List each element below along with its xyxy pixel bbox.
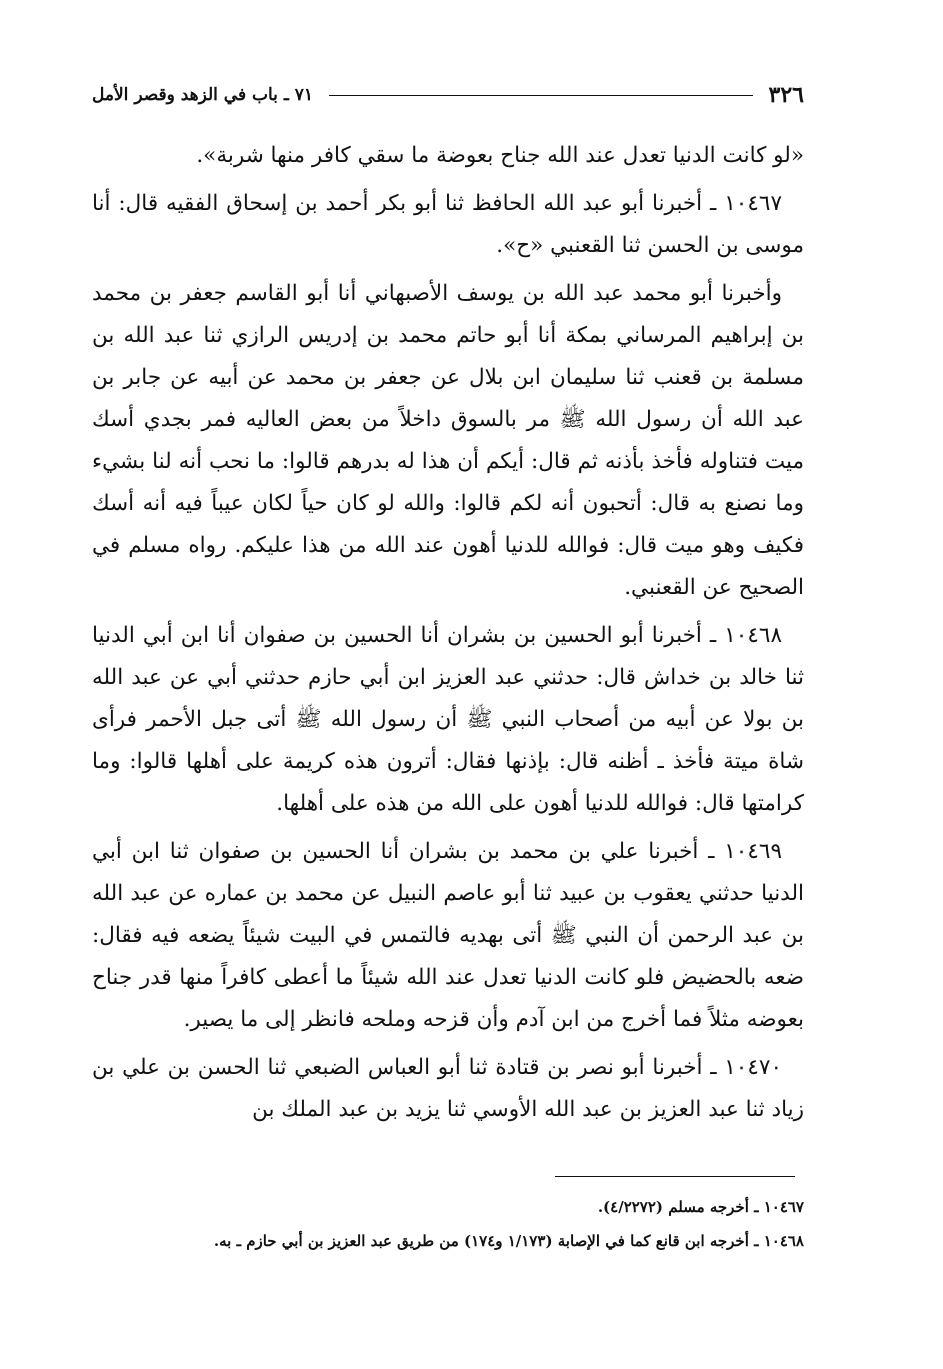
footnote-10467: ١٠٤٦٧ ـ أخرجه مسلم (٤/٢٢٧٢). bbox=[597, 1198, 804, 1216]
hadith-10468: ١٠٤٦٨ ـ أخبرنا أبو الحسين بن بشران أنا الحسين بن صفوان أنا ابن أبي الدنيا ثنا خالد بن خداش قال: حدثني عبد العزيز ابن أبي حازم حدثني أبي عن عبد الله بن بولا عن أبيه من أصحاب النبي ﷺ أن رسول الله ﷺ أتى جبل الأحمر فرأى شاة ميتة فأخذ ـ أظنه قال: بإذنها فقال: أترون هذه كريمة على أهلها قالوا: وما كرامتها قال: فوالله للدنيا أهون على الله من هذه على أهلها. bbox=[92, 623, 804, 816]
header-rule bbox=[329, 95, 753, 96]
hadith-10470: ١٠٤٧٠ ـ أخبرنا أبو نصر بن قتادة ثنا أبو العباس الضبعي ثنا الحسن بن علي بن زياد ثنا عبد العزيز بن عبد الله الأوسي ثنا يزيد بن عبد الملك بن bbox=[92, 1055, 804, 1122]
hadith-10469: ١٠٤٦٩ ـ أخبرنا علي بن محمد بن بشران أنا الحسين بن صفوان ثنا ابن أبي الدنيا حدثني يعقوب بن عبيد ثنا أبو عاصم النبيل عن محمد بن عماره عن عبد الله بن عبد الرحمن أن النبي ﷺ أتى بهديه فالتمس في البيت شيئاً يضعه فيه فقال: ضعه بالحضيض فلو كانت الدنيا تعدل عند الله شيئاً ما أعطى كافراً منها قدر جناح بعوضه مثلاً فما أخرج من ابن آدم وأن قزحه وملحه فانظر إلى ما يصير. bbox=[92, 839, 804, 1032]
page-number: ٣٢٦ bbox=[768, 82, 804, 108]
hadith-10467-second-chain: وأخبرنا أبو محمد عبد الله بن يوسف الأصبهاني أنا أبو القاسم جعفر بن محمد بن إبراهيم المرساني بمكة أنا أبو حاتم محمد بن إدريس الرازي ثنا عبد الله بن مسلمة بن قعنب ثنا سليمان ابن بلال عن جعفر بن محمد عن أبيه عن جابر بن عبد الله أن رسول الله ﷺ مر بالسوق داخلاً من بعض العاليه فمر بجدي أسك ميت فتناوله فأخذ بأذنه ثم قال: أيكم أن هذا له بدرهم قالوا: ما نحب أنه لنا بشيء وما نصنع به قال: أتحبون أنه لكم قالوا: والله لو كان حياً لكان عيباً فيه أنه أسك فكيف وهو ميت قال: فوالله للدنيا أهون عند الله من هذا عليكم. رواه مسلم في الصحيح عن القعنبي. bbox=[92, 281, 804, 600]
hadith-10467: ١٠٤٦٧ ـ أخبرنا أبو عبد الله الحافظ ثنا أبو بكر أحمد بن إسحاق الفقيه قال: أنا موسى بن الحسن ثنا القعنبي «ح». bbox=[92, 191, 804, 258]
footnote-10468: ١٠٤٦٨ ـ أخرجه ابن قانع كما في الإصابة (١/١٧٣ و١٧٤) من طريق عبد العزيز بن أبي حازم ـ به. bbox=[213, 1232, 804, 1250]
running-header bbox=[92, 78, 804, 112]
footnotes bbox=[92, 1190, 804, 1258]
paragraph-continuation: «لو كانت الدنيا تعدل عند الله جناح بعوضة ما سقي كافر منها شربة». bbox=[196, 143, 804, 168]
chapter-title: ٧١ ـ باب في الزهد وقصر الأمل bbox=[92, 85, 313, 105]
footnote-rule bbox=[555, 1176, 795, 1177]
main-text bbox=[92, 135, 804, 1137]
